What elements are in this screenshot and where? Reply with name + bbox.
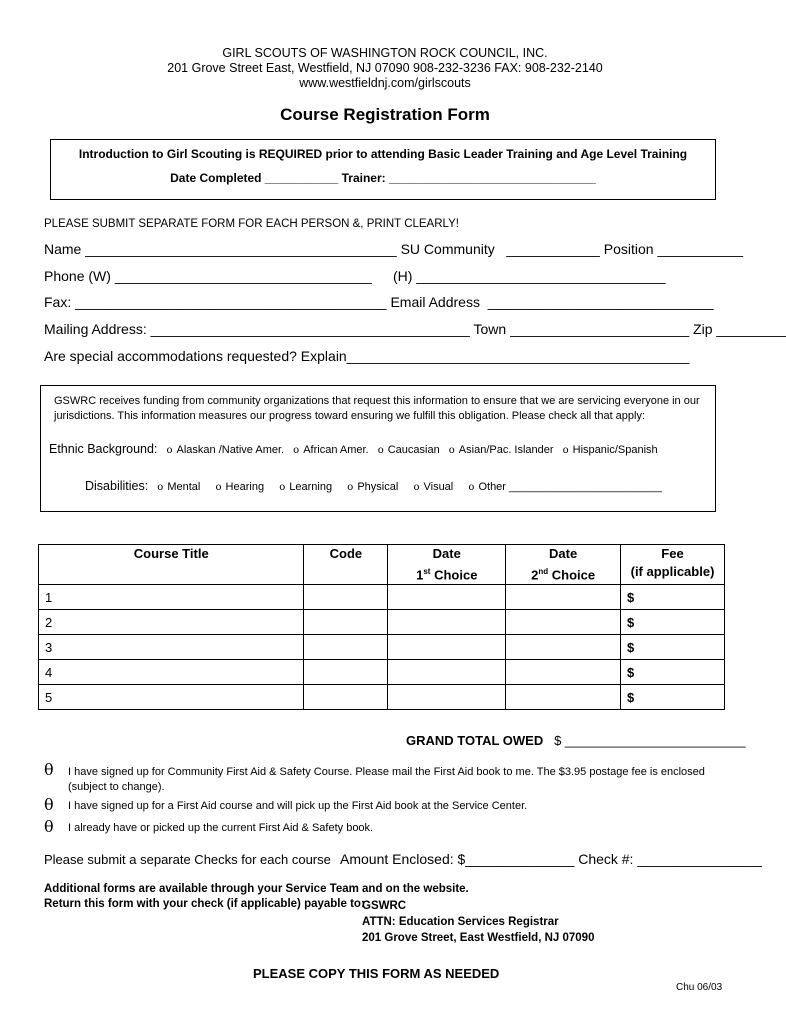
fax-label: Fax: (44, 294, 72, 310)
checkbox-physical[interactable]: o (347, 482, 354, 493)
option-visual: Visual (423, 481, 454, 493)
checkbox-caucasian[interactable]: o (377, 445, 384, 456)
address-line-2: ATTN: Education Services Registrar (362, 916, 559, 928)
checkbox-asian[interactable]: o (448, 445, 455, 456)
check-number-label: Check #: (578, 851, 634, 867)
accommodations-field[interactable]: ____________________________________________ (346, 348, 690, 364)
checkbox-mental[interactable]: o (157, 482, 164, 493)
date-second-cell[interactable] (506, 660, 621, 685)
email-field[interactable]: _____________________________ (487, 294, 714, 310)
date-trainer-line (51, 171, 715, 185)
date-second-cell[interactable] (506, 610, 621, 635)
course-table-header (39, 545, 725, 585)
first-aid-option-have: I already have or picked up the current First Aid & Safety book. (68, 822, 374, 834)
ethnic-row (49, 442, 658, 456)
address-line-1: GSWRC (362, 900, 407, 912)
header-code: Code (304, 545, 388, 585)
date-first-cell[interactable] (388, 610, 506, 635)
table-row (39, 610, 725, 635)
town-label: Town (473, 321, 507, 337)
code-cell[interactable] (304, 685, 388, 710)
option-caucasian: Caucasian (387, 444, 440, 456)
phone-w-label: Phone (W) (44, 268, 111, 284)
option-hearing: Hearing (225, 481, 265, 493)
name-label: Name (44, 241, 82, 257)
trainer-field[interactable]: _______________________________ (388, 171, 596, 185)
org-address: 201 Grove Street East, Westfield, NJ 07090 908-232-3236 FAX: 908-232-2140 (167, 61, 603, 75)
course-table (38, 544, 725, 710)
separate-checks-note: Please submit a separate Checks for each course (44, 852, 331, 867)
mailing-address-label: Mailing Address: (44, 321, 147, 337)
page-title: Course Registration Form (280, 105, 490, 124)
fee-cell[interactable]: $ (621, 585, 725, 610)
name-row (44, 241, 743, 257)
date-second-cell[interactable] (506, 635, 621, 660)
date-first-cell[interactable] (388, 635, 506, 660)
phone-h-row (393, 268, 665, 284)
date-second-cell[interactable] (506, 685, 621, 710)
funding-notice: GSWRC receives funding from community organizations that request this information to ensure that we are servicing everyone in our jurisdictions. This information measures our progress toward ensuring we fulfill this obligation. Please check all that apply: (54, 395, 700, 422)
date-first-cell[interactable] (388, 685, 506, 710)
form-code: Chu 06/03 (676, 982, 723, 993)
phone-h-field[interactable]: ________________________________ (416, 268, 666, 284)
position-field[interactable]: ___________ (657, 241, 744, 257)
option-hispanic: Hispanic/Spanish (572, 444, 658, 456)
table-row (39, 585, 725, 610)
copy-notice: PLEASE COPY THIS FORM AS NEEDED (253, 966, 500, 981)
fax-field[interactable]: ________________________________________ (75, 294, 387, 310)
grand-total-label: GRAND TOTAL OWED (406, 733, 544, 748)
payment-row (340, 851, 762, 867)
table-row (39, 635, 725, 660)
date-completed-field[interactable]: ___________ (264, 171, 339, 185)
grand-total-field[interactable]: $ _________________________ (554, 733, 746, 748)
org-website: www.westfieldnj.com/girlscouts (299, 76, 471, 90)
mailing-row (44, 321, 786, 337)
option-african: African Amer. (303, 444, 369, 456)
phone-h-label: (H) (393, 268, 413, 284)
checkbox-hispanic[interactable]: o (562, 445, 569, 456)
fee-cell[interactable]: $ (621, 610, 725, 635)
print-instruction: PLEASE SUBMIT SEPARATE FORM FOR EACH PERSON &, PRINT CLEARLY! (44, 218, 459, 230)
checkbox-learning[interactable]: o (279, 482, 286, 493)
option-mental: Mental (167, 481, 201, 493)
course-title-cell[interactable]: 3 (39, 635, 304, 660)
required-notice: Introduction to Girl Scouting is REQUIRED prior to attending Basic Leader Training and Age Level Training (78, 147, 688, 161)
position-label: Position (603, 241, 654, 257)
disabilities-label: Disabilities: (85, 479, 149, 493)
return-note: Return this form with your check (if applicable) payable to: (44, 898, 365, 910)
accommodations-row (44, 348, 689, 364)
date-first-cell[interactable] (388, 660, 506, 685)
option-alaskan: Alaskan /Native Amer. (176, 444, 285, 456)
course-title-cell[interactable]: 1 (39, 585, 304, 610)
option-marker-icon[interactable]: θ (44, 795, 54, 814)
phone-w-field[interactable]: _________________________________ (114, 268, 372, 284)
course-title-cell[interactable]: 2 (39, 610, 304, 635)
mailing-address-field[interactable]: _________________________________________ (150, 321, 470, 337)
header-date-first: Date 1st Choice (388, 545, 506, 585)
table-row (39, 685, 725, 710)
code-cell[interactable] (304, 585, 388, 610)
grand-total-row (406, 733, 746, 748)
option-physical: Physical (357, 481, 399, 493)
checkbox-hearing[interactable]: o (215, 482, 222, 493)
fee-cell[interactable]: $ (621, 685, 725, 710)
date-first-cell[interactable] (388, 585, 506, 610)
first-aid-option-mail: I have signed up for Community First Aid & Safety Course. Please mail the First Aid book to me. The $3.95 postage fee is enclosed (subject to change). (68, 766, 705, 793)
email-label: Email Address (390, 294, 480, 310)
phone-w-row (44, 268, 372, 284)
header-course-title: Course Title (39, 545, 304, 585)
fee-cell[interactable]: $ (621, 635, 725, 660)
header-date-second: Date 2nd Choice (506, 545, 621, 585)
fax-row (44, 294, 714, 310)
checkbox-alaskan[interactable]: o (166, 445, 173, 456)
header-fee: Fee (if applicable) (621, 545, 725, 585)
zip-field[interactable]: _________ (716, 321, 786, 337)
option-learning: Learning (289, 481, 333, 493)
address-line-3: 201 Grove Street, East Westfield, NJ 07090 (362, 932, 595, 944)
amount-enclosed-field[interactable]: ______________ (465, 851, 575, 867)
first-aid-option-pickup: I have signed up for a First Aid course and will pick up the First Aid book at the Service Center. (68, 800, 528, 812)
org-name: GIRL SCOUTS OF WASHINGTON ROCK COUNCIL, INC. (222, 46, 548, 60)
course-title-cell[interactable]: 4 (39, 660, 304, 685)
checkbox-other[interactable]: o (468, 482, 475, 493)
course-title-cell[interactable]: 5 (39, 685, 304, 710)
option-marker-icon[interactable]: θ (44, 817, 54, 836)
checkbox-african[interactable]: o (293, 445, 300, 456)
amount-enclosed-label: Amount Enclosed: $ (340, 851, 466, 867)
disabilities-row (85, 479, 662, 493)
option-asian: Asian/Pac. Islander (458, 444, 554, 456)
su-community-field[interactable]: ____________ (506, 241, 600, 257)
fee-cell[interactable]: $ (621, 660, 725, 685)
name-field[interactable]: ________________________________________ (85, 241, 397, 257)
demographics-box (40, 385, 716, 512)
check-number-field[interactable]: ________________ (637, 851, 762, 867)
accommodations-label: Are special accommodations requested? Explain (44, 348, 347, 364)
trainer-label: Trainer: (341, 171, 386, 185)
zip-label: Zip (693, 321, 713, 337)
code-cell[interactable] (304, 660, 388, 685)
table-row (39, 660, 725, 685)
option-other: Other (478, 481, 506, 493)
required-box (50, 139, 716, 200)
date-completed-label: Date Completed (170, 171, 262, 185)
checkbox-visual[interactable]: o (413, 482, 420, 493)
forms-note: Additional forms are available through your Service Team and on the website. (44, 883, 469, 895)
date-second-cell[interactable] (506, 585, 621, 610)
mailing-address-block (362, 898, 594, 946)
code-cell[interactable] (304, 635, 388, 660)
ethnic-label: Ethnic Background: (49, 442, 158, 456)
other-field[interactable]: _________________________ (509, 481, 662, 493)
code-cell[interactable] (304, 610, 388, 635)
option-marker-icon[interactable]: θ (44, 760, 54, 779)
town-field[interactable]: _______________________ (510, 321, 690, 337)
su-community-label: SU Community (400, 241, 495, 257)
